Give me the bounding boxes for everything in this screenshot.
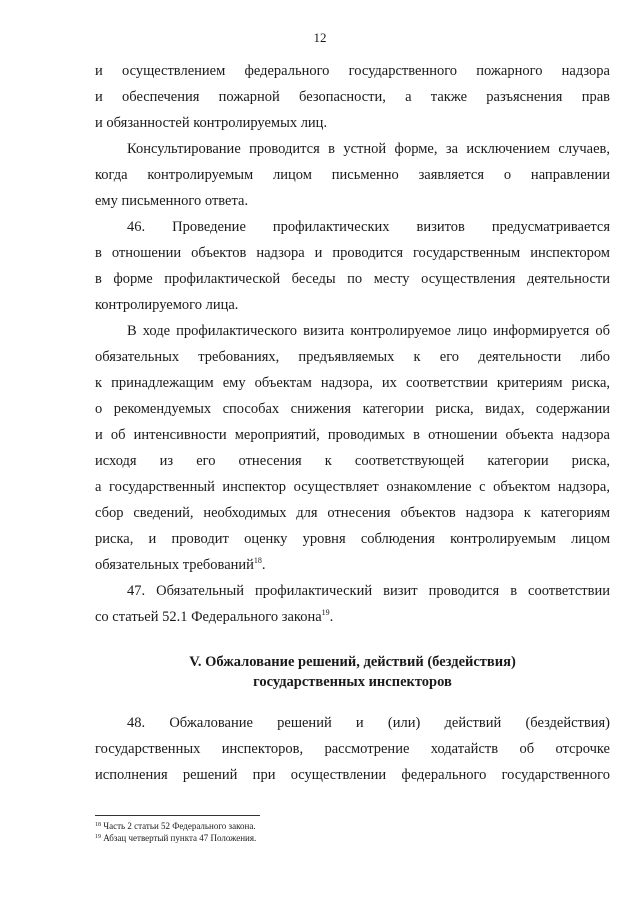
text-line: когда контролируемым лицом письменно заявляется о направлении: [95, 167, 610, 183]
footnote-divider: [95, 815, 260, 816]
paragraph-46-visit: [95, 318, 610, 578]
text-line: [95, 604, 610, 630]
heading-line: V. Обжалование решений, действий (бездействия): [189, 654, 516, 670]
text-line: контролируемого лица.: [95, 297, 239, 313]
footnote-mark: 19: [95, 834, 101, 840]
period: .: [329, 609, 334, 625]
paragraph-2: [95, 136, 610, 214]
footnote-text: Часть 2 статьи 52 Федерального закона.: [103, 821, 256, 831]
text-line: [95, 552, 610, 578]
paragraph-46: [95, 214, 610, 318]
text-line: о рекомендуемых способах снижения категории риска, видах, содержании: [95, 401, 610, 417]
text-segment: со статьей 52.1 Федерального закона: [95, 609, 322, 625]
text-line: Консультирование проводится в устной форме, за исключением случаев,: [127, 141, 610, 157]
text-line: исполнения решений при осуществлении федерального государственного: [95, 767, 610, 783]
text-line: и обеспечения пожарной безопасности, а также разъяснения прав: [95, 89, 610, 105]
text-line: ему письменного ответа.: [95, 193, 249, 209]
footnote-text: Абзац четвертый пункта 47 Положения.: [103, 833, 257, 843]
text-line: сбор сведений, необходимых для отнесения объектов надзора к категориям: [95, 505, 610, 521]
text-segment: обязательных требований: [95, 557, 254, 573]
footnotes: [95, 820, 610, 844]
period: .: [261, 557, 266, 573]
text-line: в форме профилактической беседы по месту осуществления деятельности: [95, 271, 610, 287]
footnote-ref-19[interactable]: 19: [321, 608, 330, 617]
heading-line: государственных инспекторов: [253, 674, 452, 690]
text-line: и осуществлением федерального государственного пожарного надзора: [95, 63, 610, 79]
text-line: 46. Проведение профилактических визитов предусматривается: [127, 219, 610, 235]
text-line: обязательных требованиях, предъявляемых к его деятельности либо: [95, 349, 610, 365]
paragraph-1: [95, 58, 610, 136]
text-line: государственных инспекторов, рассмотрение ходатайств об отсрочке: [95, 741, 610, 757]
text-line: и обязанностей контролируемых лиц.: [95, 115, 328, 131]
text-line: 47. Обязательный профилактический визит проводится в соответствии: [127, 583, 610, 599]
text-line: 48. Обжалование решений и (или) действий (бездействия): [127, 715, 610, 731]
text-line: и об интенсивности мероприятий, проводимых в отношении объекта надзора: [95, 427, 610, 443]
page-number: 12: [313, 30, 327, 45]
text-line: а государственный инспектор осуществляет ознакомление с объектом надзора,: [95, 479, 610, 495]
text-line: в отношении объектов надзора и проводится государственным инспектором: [95, 245, 610, 261]
footnote-19: [95, 832, 610, 844]
text-line: к принадлежащим ему объектам надзора, их соответствии критериям риска,: [95, 375, 610, 391]
text-line: исходя из его отнесения к соответствующей категории риска,: [95, 453, 610, 469]
footnote-mark: 18: [95, 822, 101, 828]
footnote-18: [95, 820, 610, 832]
footnote-ref-18[interactable]: 18: [253, 556, 262, 565]
body-text: [95, 58, 610, 788]
paragraph-48: [95, 710, 610, 788]
paragraph-47: [95, 578, 610, 630]
text-line: В ходе профилактического визита контролируемое лицо информируется об: [127, 323, 610, 339]
section-heading: [95, 652, 610, 692]
text-line: риска, и проводит оценку уровня соблюдения контролируемым лицом: [95, 531, 610, 547]
